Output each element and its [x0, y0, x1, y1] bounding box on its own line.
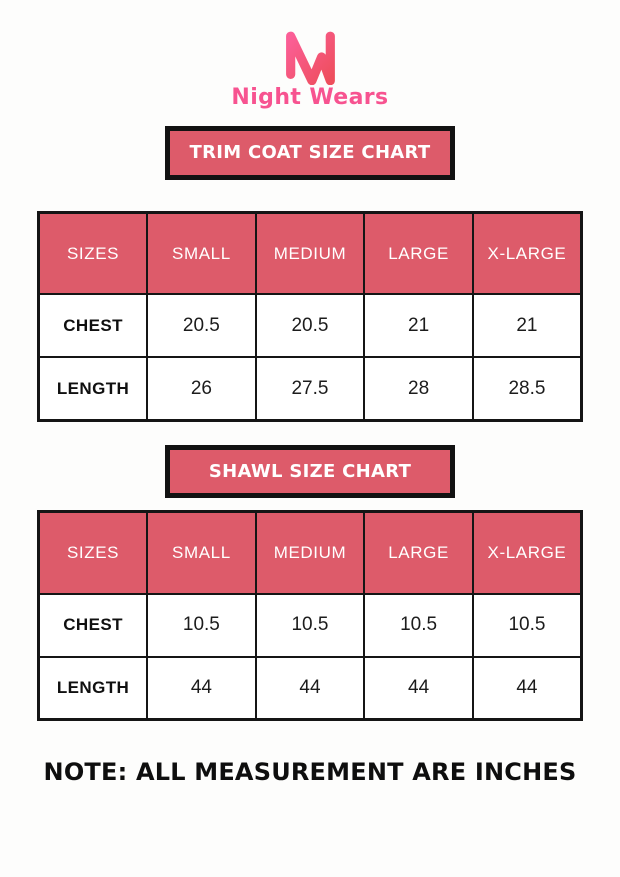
column-header-small: SMALL — [147, 512, 256, 594]
column-header-medium: MEDIUM — [256, 512, 365, 594]
column-header-medium: MEDIUM — [256, 212, 365, 294]
table-row-chest — [39, 594, 582, 657]
length-xlarge-value: 28.5 — [473, 357, 582, 420]
length-xlarge-value: 44 — [473, 657, 582, 720]
chest-small-value: 10.5 — [147, 594, 256, 657]
chest-medium-value: 20.5 — [256, 294, 365, 357]
trim-coat-size-table — [37, 211, 583, 422]
column-header-xlarge: X-LARGE — [473, 512, 582, 594]
brand-name: Night Wears — [231, 85, 389, 110]
shawl-size-table — [37, 510, 583, 721]
column-header-large: LARGE — [364, 212, 473, 294]
brand-logo — [231, 27, 388, 110]
column-header-small: SMALL — [147, 212, 256, 294]
table-row-chest — [39, 294, 582, 357]
table-header-row — [39, 212, 582, 294]
table-row-length — [39, 657, 582, 720]
chest-medium-value: 10.5 — [256, 594, 365, 657]
chest-small-value: 20.5 — [147, 294, 256, 357]
column-header-sizes: SIZES — [39, 512, 148, 594]
length-medium-value: 44 — [256, 657, 365, 720]
table-row-length — [39, 357, 582, 420]
night-wears-monogram-icon — [281, 27, 339, 85]
row-label-length: LENGTH — [39, 657, 148, 720]
chest-xlarge-value: 10.5 — [473, 594, 582, 657]
column-header-sizes: SIZES — [39, 212, 148, 294]
length-medium-value: 27.5 — [256, 357, 365, 420]
length-large-value: 28 — [364, 357, 473, 420]
table-header-row — [39, 512, 582, 594]
trim-coat-chart-title: TRIM COAT SIZE CHART — [165, 126, 455, 180]
chest-xlarge-value: 21 — [473, 294, 582, 357]
row-label-chest: CHEST — [39, 294, 148, 357]
length-small-value: 44 — [147, 657, 256, 720]
chest-large-value: 10.5 — [364, 594, 473, 657]
chest-large-value: 21 — [364, 294, 473, 357]
column-header-large: LARGE — [364, 512, 473, 594]
shawl-chart-title: SHAWL SIZE CHART — [165, 445, 455, 499]
column-header-xlarge: X-LARGE — [473, 212, 582, 294]
length-small-value: 26 — [147, 357, 256, 420]
length-large-value: 44 — [364, 657, 473, 720]
row-label-length: LENGTH — [39, 357, 148, 420]
measurement-note: NOTE: ALL MEASUREMENT ARE INCHES — [43, 758, 577, 787]
row-label-chest: CHEST — [39, 594, 148, 657]
